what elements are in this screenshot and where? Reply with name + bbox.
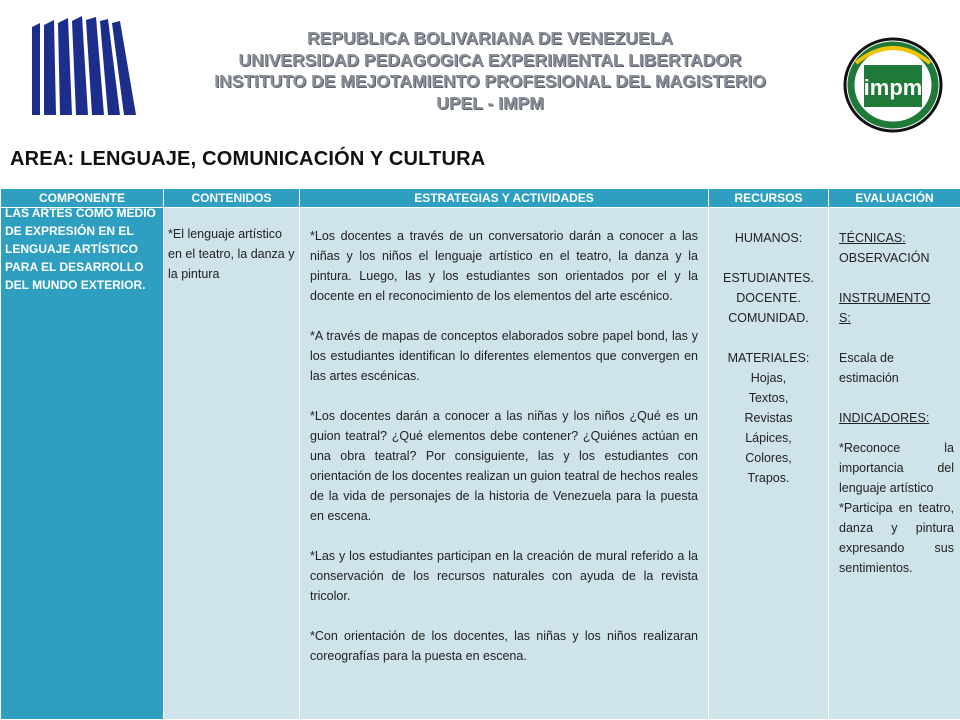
componente-text: LAS ARTES COMO MEDIO DE EXPRESIÓN EN EL LENGUAJE ARTÍSTICO PARA EL DESARROLLO DEL MUNDO EXTERIOR. [5, 206, 156, 292]
header-componente: COMPONENTE [1, 189, 164, 208]
recurso-item: Trapos. [747, 471, 790, 485]
table-row [1, 208, 960, 720]
header-line-1: REPUBLICA BOLIVARIANA DE VENEZUELA [307, 28, 673, 48]
recurso-item: COMUNIDAD. [728, 311, 809, 325]
recurso-item: Revistas [744, 411, 793, 425]
indicador-item: *Participa en teatro, danza y pintura expresando sus sentimientos. [839, 501, 954, 575]
indicador-item: *Reconoce la importancia del lenguaje artístico [839, 441, 954, 495]
header-line-3: INSTITUTO DE MEJOTAMIENTO PROFESIONAL DEL MAGISTERIO [214, 71, 766, 91]
header-line-4: UPEL - IMPM [436, 92, 544, 113]
header-contenidos: CONTENIDOS [164, 189, 300, 208]
estrategia-paragraph: *Con orientación de los docentes, las niñas y los niños realizaran coreografías para la puesta en escena. [310, 629, 698, 663]
tecnicas-label: TÉCNICAS: [839, 231, 906, 245]
impm-logo-text: impm [863, 75, 923, 100]
estrategia-paragraph: *Los docentes a través de un conversatorio darán a conocer a las niñas y los niños el lenguaje artístico en el teatro, la danza y la pintura. Luego, las y los estudiantes son orientados por el y la docente en el reconocimiento de los elementos del arte escénico. [310, 229, 698, 303]
evaluacion-cell [829, 208, 960, 720]
estrategias-cell [300, 208, 709, 720]
recurso-item: Hojas, [750, 371, 787, 385]
indicadores-label: INDICADORES: [839, 411, 930, 425]
instrumento-value: Escala de estimación [839, 351, 899, 385]
impm-logo-icon [842, 35, 944, 135]
recurso-item: Textos, [748, 391, 789, 405]
estrategia-paragraph: *Los docentes darán a conocer a las niñas y los niños ¿Qué es un guion teatral? ¿Qué elementos debe contener? ¿Quiénes actúan en una obra teatral? Por consiguiente, las y los estudiantes con orientación de los docentes realizan un guion teatral de hechos reales de la vida de personajes de la historia de Venezuela para la puesta en escena. [310, 409, 698, 523]
header-recursos: RECURSOS [709, 189, 829, 208]
recurso-item: DOCENTE. [736, 291, 801, 305]
area-title: AREA: LENGUAJE, COMUNICACIÓN Y CULTURA [10, 148, 486, 170]
contenidos-cell [164, 208, 300, 720]
planning-table [0, 188, 960, 720]
contenidos-text: *El lenguaje artístico en el teatro, la danza y la pintura [168, 227, 295, 281]
recursos-cell [709, 208, 829, 720]
instrumentos-label: INSTRUMENTO [839, 291, 931, 305]
instrumentos-label-cont: S: [839, 311, 851, 325]
upel-logo-icon [30, 15, 140, 120]
header-evaluacion: EVALUACIÓN [829, 189, 960, 208]
header-line-2: UNIVERSIDAD PEDAGOGICA EXPERIMENTAL LIBERTADOR [238, 49, 742, 70]
recurso-item: Colores, [745, 451, 792, 465]
humanos-label: HUMANOS: [734, 231, 803, 245]
header-estrategias: ESTRATEGIAS Y ACTIVIDADES [300, 189, 709, 208]
materiales-label: MATERIALES: [727, 351, 810, 365]
recurso-item: Lápices, [745, 431, 792, 445]
componente-cell [1, 208, 164, 720]
estrategia-paragraph: *Las y los estudiantes participan en la creación de mural referido a la conservación de los recursos naturales con ayuda de la revista tricolor. [310, 549, 698, 603]
institution-name [150, 28, 830, 114]
estrategia-paragraph: *A través de mapas de conceptos elaborados sobre papel bond, las y los estudiantes identifican lo diferentes elementos que convergen en las artes escénicas. [310, 329, 698, 383]
tecnica-value: OBSERVACIÓN [839, 251, 930, 265]
recurso-item: ESTUDIANTES. [723, 271, 814, 285]
